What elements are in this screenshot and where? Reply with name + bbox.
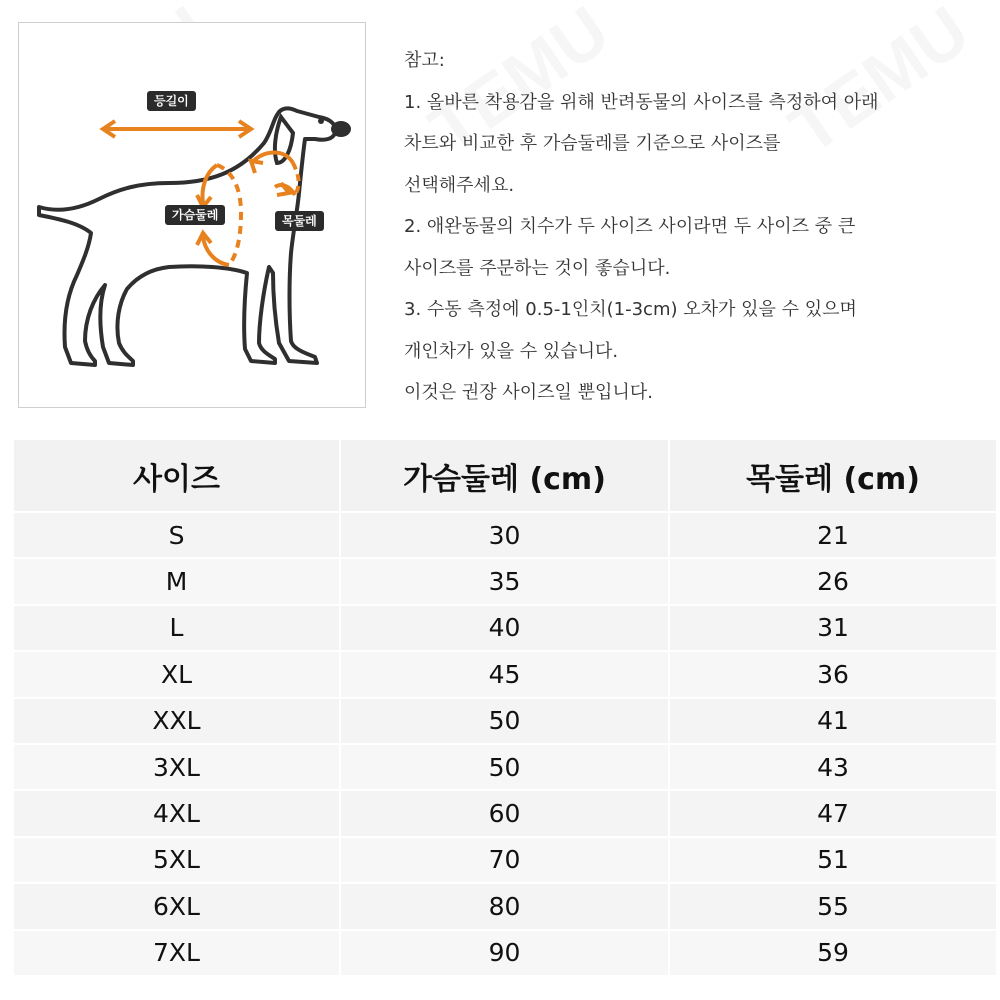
notes-line: 개인차가 있을 수 있습니다. [404, 340, 619, 362]
header-size: 사이즈 [13, 439, 340, 512]
header-neck: 목둘레 (cm) [669, 439, 997, 512]
cell-neck: 47 [669, 790, 997, 836]
cell-chest: 60 [340, 790, 669, 836]
cell-size: M [13, 558, 340, 604]
notes-line: 선택해주세요. [404, 174, 515, 196]
header-chest: 가슴둘레 (cm) [340, 439, 669, 512]
table-row [13, 558, 997, 604]
back-length-label: 등길이 [147, 91, 196, 111]
cell-neck: 41 [669, 698, 997, 744]
cell-size: 5XL [13, 837, 340, 883]
cell-chest: 90 [340, 930, 669, 976]
notes-line: 차트와 비교한 후 가슴둘레를 기준으로 사이즈를 [404, 133, 781, 154]
table-header-row [13, 439, 997, 512]
cell-size: XXL [13, 698, 340, 744]
cell-neck: 21 [669, 512, 997, 558]
cell-chest: 45 [340, 651, 669, 697]
table-row [13, 698, 997, 744]
cell-chest: 80 [340, 883, 669, 929]
cell-neck: 43 [669, 744, 997, 790]
cell-size: 4XL [13, 790, 340, 836]
notes-line: 3. 수동 측정에 0.5-1인치(1-3cm) 오차가 있을 수 있으며 [404, 299, 857, 320]
neck-label: 목둘레 [275, 211, 324, 231]
table-row [13, 605, 997, 651]
cell-size: XL [13, 651, 340, 697]
cell-size: 6XL [13, 883, 340, 929]
notes-line: 이것은 권장 사이즈일 뿐입니다. [404, 382, 653, 403]
table-row [13, 883, 997, 929]
notes-title: 참고: [404, 50, 445, 71]
cell-size: L [13, 605, 340, 651]
cell-chest: 50 [340, 698, 669, 744]
table-row [13, 651, 997, 697]
dog-measurement-diagram [18, 22, 366, 408]
cell-chest: 35 [340, 558, 669, 604]
size-chart-table [12, 438, 998, 977]
cell-chest: 50 [340, 744, 669, 790]
cell-chest: 70 [340, 837, 669, 883]
notes-line: 1. 올바른 착용감을 위해 반려동물의 사이즈를 측정하여 아래 [404, 91, 879, 113]
table-row [13, 512, 997, 558]
table-row [13, 837, 997, 883]
cell-neck: 59 [669, 930, 997, 976]
notes-line: 2. 애완동물의 치수가 두 사이즈 사이라면 두 사이즈 중 큰 [404, 216, 856, 237]
cell-chest: 30 [340, 512, 669, 558]
table-row [13, 790, 997, 836]
cell-chest: 40 [340, 605, 669, 651]
notes-section [404, 40, 1000, 414]
cell-size: S [13, 512, 340, 558]
chest-label: 가슴둘레 [165, 205, 225, 225]
cell-neck: 31 [669, 605, 997, 651]
cell-neck: 36 [669, 651, 997, 697]
table-row [13, 744, 997, 790]
notes-line: 사이즈를 주문하는 것이 좋습니다. [404, 257, 671, 279]
cell-size: 3XL [13, 744, 340, 790]
cell-size: 7XL [13, 930, 340, 976]
cell-neck: 51 [669, 837, 997, 883]
table-row [13, 930, 997, 976]
cell-neck: 26 [669, 558, 997, 604]
cell-neck: 55 [669, 883, 997, 929]
